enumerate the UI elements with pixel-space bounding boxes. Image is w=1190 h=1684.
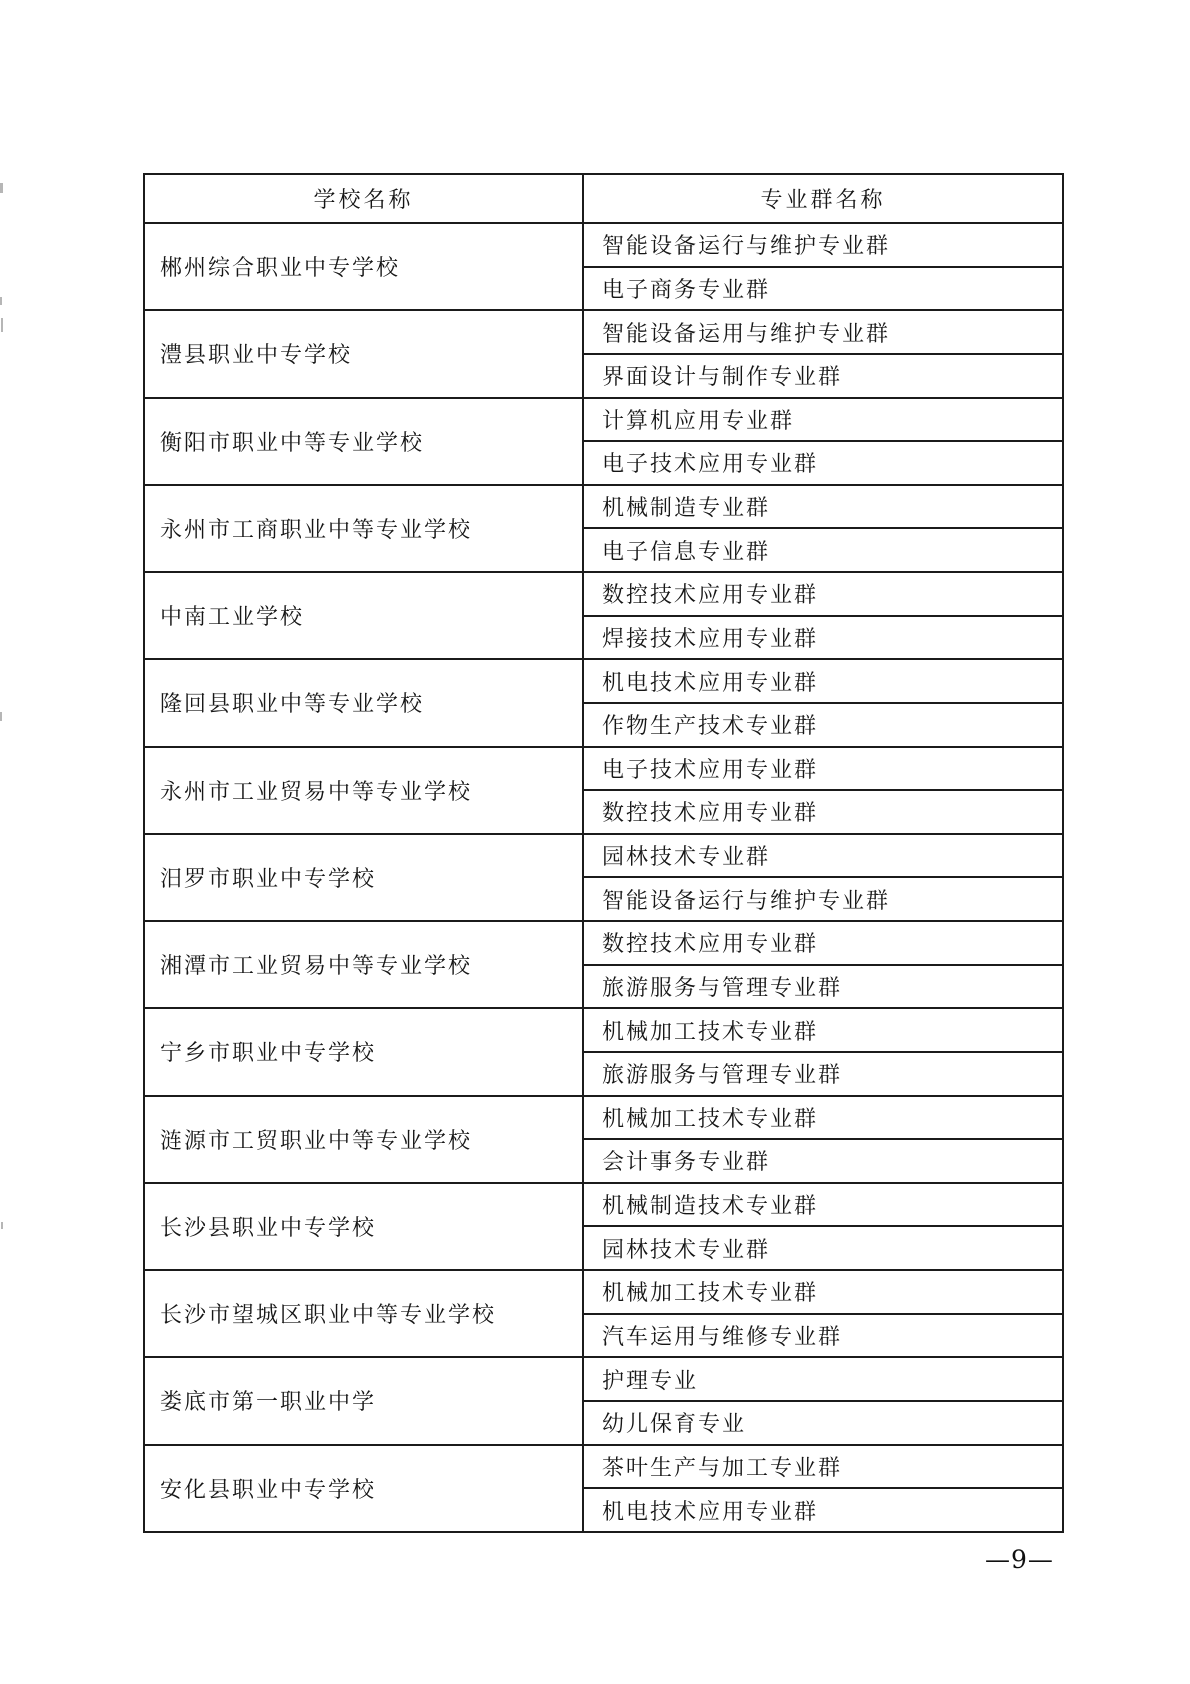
group-name-cell: 旅游服务与管理专业群 [583,1052,1063,1096]
table-row [144,485,1063,529]
table-row [144,1357,1063,1401]
school-name-cell: 长沙市望城区职业中等专业学校 [144,1270,583,1357]
header-group-name: 专业群名称 [583,174,1063,223]
group-name-cell: 汽车运用与维修专业群 [583,1314,1063,1358]
group-name-cell: 机械加工技术专业群 [583,1270,1063,1314]
scan-artifact [0,183,3,193]
group-name-cell: 作物生产技术专业群 [583,703,1063,747]
group-name-cell: 智能设备运用与维护专业群 [583,310,1063,354]
table-row [144,747,1063,791]
table-row [144,398,1063,442]
school-name-cell: 隆回县职业中等专业学校 [144,659,583,746]
group-name-cell: 机械加工技术专业群 [583,1008,1063,1052]
table-row [144,572,1063,616]
table-row [144,310,1063,354]
table-header-row [144,174,1063,223]
group-name-cell: 计算机应用专业群 [583,398,1063,442]
group-name-cell: 数控技术应用专业群 [583,572,1063,616]
scan-artifact [0,712,2,721]
school-name-cell: 永州市工业贸易中等专业学校 [144,747,583,834]
group-name-cell: 会计事务专业群 [583,1139,1063,1183]
school-name-cell: 中南工业学校 [144,572,583,659]
table-row [144,1270,1063,1314]
group-name-cell: 机械制造专业群 [583,485,1063,529]
page-number: —9— [985,1545,1054,1574]
group-name-cell: 焊接技术应用专业群 [583,616,1063,660]
school-name-cell: 湘潭市工业贸易中等专业学校 [144,921,583,1008]
group-name-cell: 园林技术专业群 [583,834,1063,878]
group-name-cell: 机械加工技术专业群 [583,1096,1063,1140]
group-name-cell: 数控技术应用专业群 [583,790,1063,834]
table-header [144,174,1063,223]
group-name-cell: 园林技术专业群 [583,1226,1063,1270]
table-row [144,834,1063,878]
school-name-cell: 澧县职业中专学校 [144,310,583,397]
group-name-cell: 电子商务专业群 [583,267,1063,311]
group-name-cell: 电子信息专业群 [583,528,1063,572]
school-name-cell: 宁乡市职业中专学校 [144,1008,583,1095]
table-row [144,1096,1063,1140]
header-school-name: 学校名称 [144,174,583,223]
school-name-cell: 娄底市第一职业中学 [144,1357,583,1444]
group-name-cell: 智能设备运行与维护专业群 [583,223,1063,267]
scan-artifact [1,1222,3,1229]
school-name-cell: 永州市工商职业中等专业学校 [144,485,583,572]
school-name-cell: 郴州综合职业中专学校 [144,223,583,310]
table-row [144,1008,1063,1052]
group-name-cell: 电子技术应用专业群 [583,441,1063,485]
group-name-cell: 旅游服务与管理专业群 [583,965,1063,1009]
school-name-cell: 汨罗市职业中专学校 [144,834,583,921]
school-name-cell: 衡阳市职业中等专业学校 [144,398,583,485]
scan-artifact [0,297,2,305]
school-name-cell: 长沙县职业中专学校 [144,1183,583,1270]
group-name-cell: 机电技术应用专业群 [583,1488,1063,1532]
group-name-cell: 幼儿保育专业 [583,1401,1063,1445]
group-name-cell: 数控技术应用专业群 [583,921,1063,965]
group-name-cell: 茶叶生产与加工专业群 [583,1445,1063,1489]
school-name-cell: 涟源市工贸职业中等专业学校 [144,1096,583,1183]
table-row [144,921,1063,965]
group-name-cell: 电子技术应用专业群 [583,747,1063,791]
table-row [144,1183,1063,1227]
table-row [144,1445,1063,1489]
group-name-cell: 机械制造技术专业群 [583,1183,1063,1227]
scan-artifact [1,318,3,332]
school-professional-groups-table [143,173,1064,1533]
table-row [144,659,1063,703]
table-row [144,223,1063,267]
group-name-cell: 智能设备运行与维护专业群 [583,877,1063,921]
group-name-cell: 机电技术应用专业群 [583,659,1063,703]
group-name-cell: 界面设计与制作专业群 [583,354,1063,398]
group-name-cell: 护理专业 [583,1357,1063,1401]
table-body [144,223,1063,1532]
school-name-cell: 安化县职业中专学校 [144,1445,583,1533]
